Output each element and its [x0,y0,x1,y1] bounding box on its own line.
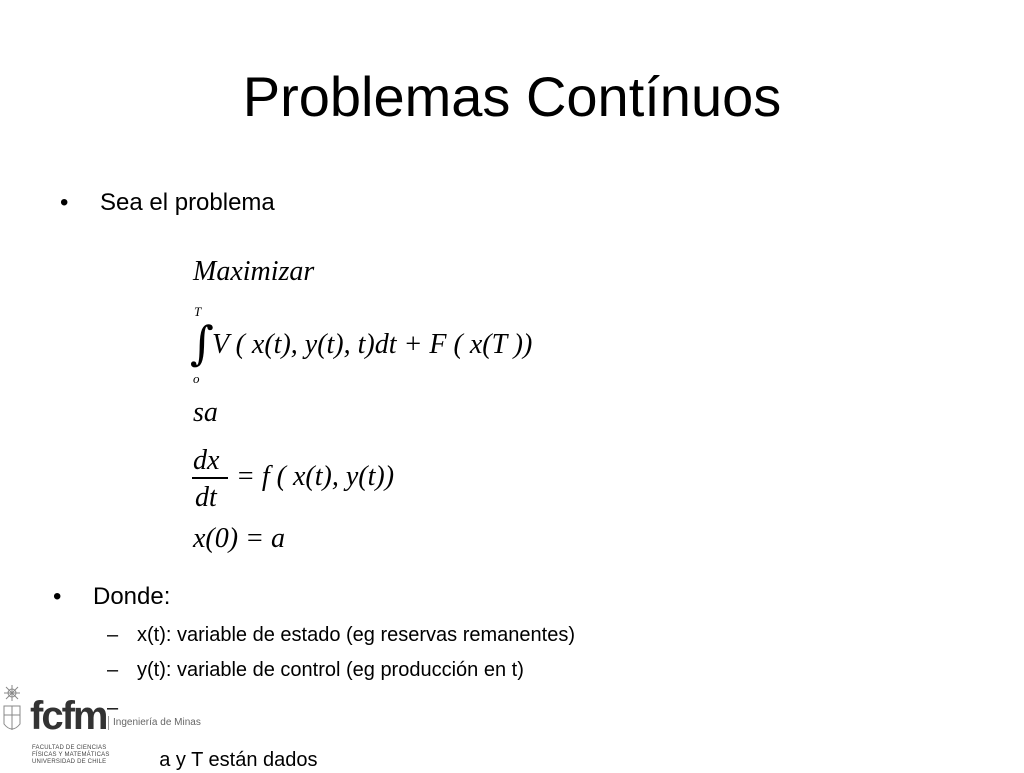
fcfm-logo [0,676,210,768]
sub-bullet-marker: – [107,659,119,681]
bullet-text: Donde: [93,583,171,610]
formula-initial-condition: x(0) = a [193,523,285,554]
integral-sign: ∫ [190,316,214,370]
logo-faculty: FACULTAD DE CIENCIAS FÍSICAS Y MATEMÁTICAS UNIVERSIDAD DE CHILE [32,745,110,765]
university-shield-icon [0,684,24,736]
logo-brand: fcfm [30,694,107,738]
integral-upper-limit: T [194,304,202,319]
fraction-bar [192,477,228,479]
bullet-donde [53,582,171,612]
bullet-marker: • [60,189,69,216]
integral-lower-limit: o [193,371,200,386]
formula-dynamics: = f ( x(t), y(t)) [236,461,395,492]
slide-title: Problemas Contínuos [242,65,782,128]
fraction-denominator: dt [195,482,217,513]
formula-maximizar: Maximizar [193,256,315,287]
bullet-text: Sea el problema [100,189,275,216]
formula-objective: V ( x(t), y(t), t)dt + F ( x(T )) [212,329,533,360]
sub-bullet-marker: – [107,697,119,719]
formula-sa: sa [193,397,218,428]
sub-bullet-text: x(t): variable de estado (eg reservas remanentes) [137,624,575,646]
bullet-sea-el-problema [60,188,275,218]
sub-bullet-estado [107,622,575,648]
sub-bullet-text: y(t): variable de control (eg producción en t) [137,659,524,681]
sub-bullet-marker: – [107,624,119,646]
sub-bullet-text: a y T están dados [148,749,318,771]
logo-tagline: Ingeniería de Minas [108,716,201,730]
bullet-marker: • [53,583,62,610]
fraction-numerator: dx [193,445,220,476]
